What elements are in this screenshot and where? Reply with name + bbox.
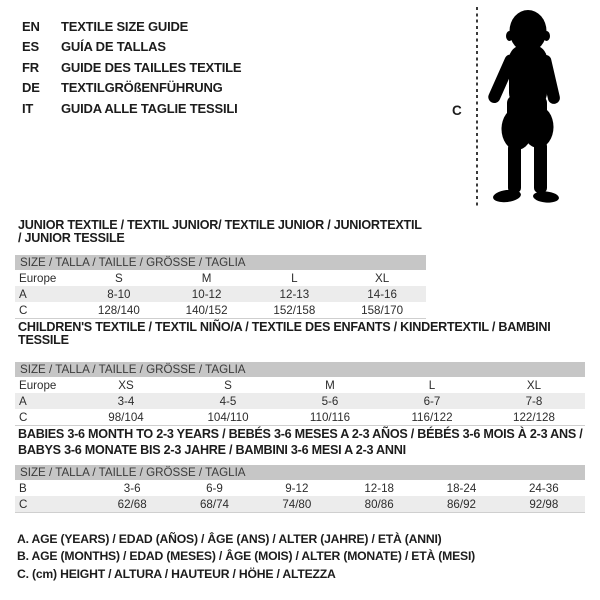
language-code: FR [22,59,39,75]
column-header-row [15,270,426,286]
language-row [22,57,241,78]
table-cell: 14-16 [367,287,397,301]
table-cell: 122/128 [513,410,555,424]
guide-title: GUIDA ALLE TAGLIE TESSILI [61,100,238,116]
row-label: C [19,497,28,511]
section-babies-textile [15,426,585,513]
table-cell: 98/104 [108,410,144,424]
table-row [15,286,426,302]
table-cell: 92/98 [529,497,559,511]
row-label: A [19,394,27,408]
section-title [15,426,585,458]
table-cell: 116/122 [411,410,453,424]
table-cell: 62/68 [117,497,147,511]
row-label: C [19,410,28,424]
table-cell: 104/110 [207,410,249,424]
section-junior-textile [15,219,426,319]
row-label: B [19,481,27,495]
table-cell: 3-4 [117,394,135,408]
language-code: EN [22,18,40,34]
table-cell: 152/158 [273,303,316,317]
table-cell: 158/170 [361,303,404,317]
guide-title: GUÍA DE TALLAS [61,39,166,55]
table-cell: 86/92 [446,497,476,511]
babies-size-table [15,465,585,513]
table-cell: 8-10 [107,287,131,301]
language-title-list [22,16,241,119]
guide-title: TEXTILE SIZE GUIDE [61,18,189,34]
table-row [15,302,426,319]
size-header: SIZE / TALLA / TAILLE / GRÖSSE / TAGLIA [15,362,585,377]
region-label: Europe [19,378,57,392]
row-label: C [19,303,28,317]
table-cell: 110/116 [309,410,351,424]
table-cell: 18-24 [446,481,477,495]
guide-title: TEXTILGRÖßENFÜHRUNG [61,80,223,96]
table-row [15,496,585,513]
column-header: S [224,378,232,392]
language-row [22,78,241,99]
section-title-line1: BABIES 3-6 MONTH TO 2-3 YEARS / BEBÉS 3-6 MESES A 2-3 AÑOS / BÉBÉS 3-6 MOIS À 2-3 ANS / [18,427,583,441]
size-header-row [15,362,585,377]
column-header: M [325,378,335,392]
table-cell: 4-5 [219,394,237,408]
language-code: DE [22,80,40,96]
height-measure-dotted-line [476,7,478,208]
section-children-textile [15,321,585,426]
section-title: JUNIOR TEXTILE / TEXTIL JUNIOR/ TEXTILE JUNIOR / JUNIORTEXTIL / JUNIOR TESSILE [18,218,422,245]
size-header-row [15,255,426,270]
row-label: A [19,287,27,301]
table-cell: 128/140 [97,303,140,317]
region-label: Europe [19,271,57,285]
section-title-line2: BABYS 3-6 MONATE BIS 2-3 JAHRE / BAMBINI 3-6 MESI A 2-3 ANNI [18,443,406,457]
table-cell: 68/74 [199,497,229,511]
column-header: L [428,378,436,392]
table-cell: 12-18 [364,481,394,495]
legend-note-c: C. (cm) HEIGHT / ALTURA / HAUTEUR / HÖHE / ALTEZZA [17,566,336,581]
junior-size-table [15,255,426,319]
table-row [15,480,585,496]
table-cell: 3-6 [123,481,141,495]
column-header: M [201,271,212,285]
column-header: XS [118,378,134,392]
language-row [22,37,241,58]
table-cell: 10-12 [191,287,222,301]
table-cell: 80/86 [364,497,394,511]
column-header: L [291,271,298,285]
language-row [22,98,241,119]
column-header-row [15,377,585,393]
table-row [15,409,585,426]
children-size-table [15,362,585,426]
section-title: CHILDREN'S TEXTILE / TEXTIL NIÑO/A / TEXTILE DES ENFANTS / KINDERTEXTIL / BAMBINI TESSILE [18,320,551,347]
table-cell: 140/152 [185,303,228,317]
size-header: SIZE / TALLA / TAILLE / GRÖSSE / TAGLIA [15,255,426,270]
table-row [15,393,585,409]
table-cell: 6-9 [206,481,223,495]
legend-note-a: A. AGE (YEARS) / EDAD (AÑOS) / ÂGE (ANS) / ALTER (JAHRE) / ETÀ (ANNI) [17,532,442,546]
column-header: XL [526,378,542,392]
column-header: XL [375,271,390,285]
baby-silhouette-icon [483,9,567,205]
legend-notes [17,531,475,583]
legend-note-b: B. AGE (MONTHS) / EDAD (MESES) / ÂGE (MOIS) / ALTER (MONATE) / ETÀ (MESI) [17,549,475,564]
table-cell: 9-12 [285,481,309,495]
table-cell: 12-13 [279,287,310,301]
table-cell: 74/80 [282,497,312,511]
table-cell: 6-7 [423,394,441,408]
table-cell: 7-8 [525,394,543,408]
size-header: SIZE / TALLA / TAILLE / GRÖSSE / TAGLIA [15,465,585,480]
table-cell: 5-6 [321,394,339,408]
column-header: S [115,271,123,285]
language-code: IT [22,100,34,116]
language-code: ES [22,39,39,55]
language-row [22,16,241,37]
size-header-row [15,465,585,480]
height-measure-label: C [452,103,462,118]
table-cell: 24-36 [528,481,559,495]
guide-title: GUIDE DES TAILLES TEXTILE [61,59,242,75]
